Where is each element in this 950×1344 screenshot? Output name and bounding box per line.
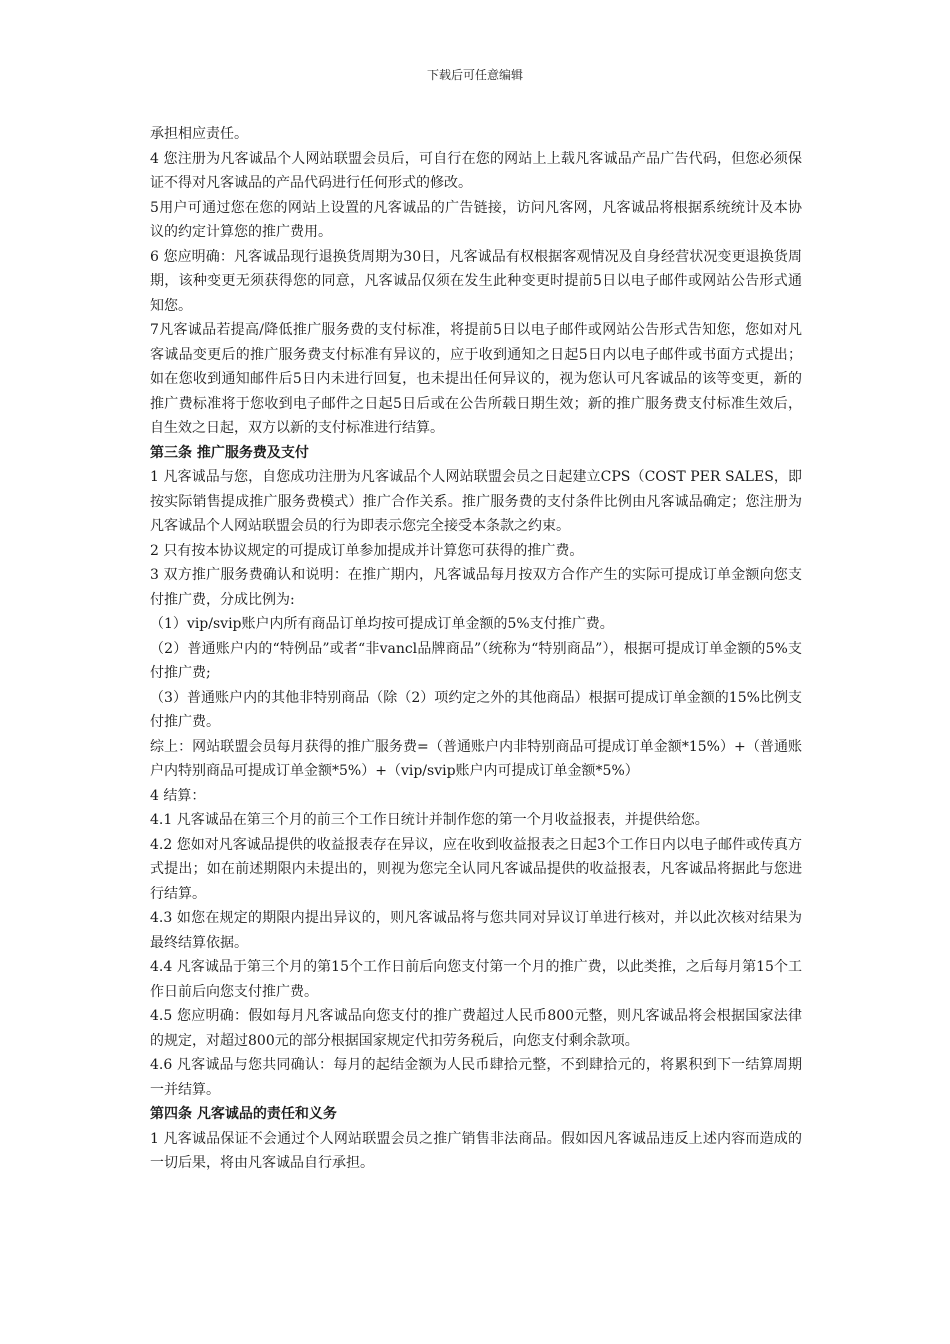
paragraph: 1 凡客诚品保证不会通过个人网站联盟会员之推广销售非法商品。假如因凡客诚品违反上述内容而造成的一切后果，将由凡客诚品自行承担。 — [150, 1130, 802, 1171]
paragraph: 2 只有按本协议规定的可提成订单参加提成并计算您可获得的推广费。 — [150, 542, 584, 559]
paragraph: 4.6 凡客诚品与您共同确认：每月的起结金额为人民币肆拾元整，不到肆拾元的，将累积到下一结算周期一并结算。 — [150, 1057, 802, 1098]
paragraph: 综上：网站联盟会员每月获得的推广服务费=（普通账户内非特别商品可提成订单金额*15%）+（普通账户内特别商品可提成订单金额*5%）+（vip/svip账户内可提成订单金额*5%） — [150, 738, 802, 779]
paragraph: 承担相应责任。 — [150, 126, 248, 142]
paragraph: 4.3 如您在规定的期限内提出异议的，则凡客诚品将与您共同对异议订单进行核对，并以此次核对结果为最终结算依据。 — [150, 910, 802, 951]
paragraph: 6 您应明确：凡客诚品现行退换货周期为30日，凡客诚品有权根据客观情况及自身经营状况变更退换货周期，该种变更无须获得您的同意，凡客诚品仅须在发生此种变更时提前5日以电子邮件或网站公告形式通知您。 — [150, 248, 802, 314]
paragraph: 4.4 凡客诚品于第三个月的第15个工作日前后向您支付第一个月的推广费，以此类推，之后每月第15个工作日前后向您支付推广费。 — [150, 959, 802, 1000]
paragraph: 7凡客诚品若提高/降低推广服务费的支付标准，将提前5日以电子邮件或网站公告形式告知您，您如对凡客诚品变更后的推广服务费支付标准有异议的，应于收到通知之日起5日内以电子邮件或书面方式提出；如在您收到通知邮件后5日内未进行回复，也未提出任何异议的，视为您认可凡客诚品的该等变更，新的推广费标准将于您收到电子邮件之日起5日后或在公告所载日期生效；新的推广服务费支付标准生效后，自生效之日起，双方以新的支付标准进行结算。 — [150, 322, 802, 436]
paragraph: 3 双方推广服务费确认和说明：在推广期内，凡客诚品每月按双方合作产生的实际可提成订单金额向您支付推广费，分成比例为: — [150, 567, 802, 608]
paragraph: 5用户可通过您在您的网站上设置的凡客诚品的广告链接，访问凡客网，凡客诚品将根据系统统计及本协议的约定计算您的推广费用。 — [150, 199, 802, 240]
paragraph: 4.1 凡客诚品在第三个月的前三个工作日统计并制作您的第一个月收益报表，并提供给您。 — [150, 812, 709, 828]
paragraph: 4.5 您应明确：假如每月凡客诚品向您支付的推广费超过人民币800元整，则凡客诚品将会根据国家法律的规定，对超过800元的部分根据国家规定代扣劳务税后，向您支付剩余款项。 — [150, 1008, 802, 1049]
section-heading: 第四条 凡客诚品的责任和义务 — [150, 1106, 337, 1122]
paragraph: 4.2 您如对凡客诚品提供的收益报表存在异议，应在收到收益报表之日起3个工作日内以电子邮件或传真方式提出；如在前述期限内未提出的，则视为您完全认同凡客诚品提供的收益报表，凡客诚品将据此与您进行结算。 — [150, 836, 802, 902]
section-heading: 第三条 推广服务费及支付 — [150, 444, 309, 461]
document-body — [150, 122, 802, 1176]
paragraph: 4 结算： — [150, 787, 206, 804]
page-header: 下载后可任意编辑 — [426, 68, 523, 82]
paragraph: 4 您注册为凡客诚品个人网站联盟会员后，可自行在您的网站上上载凡客诚品产品广告代码，但您必须保证不得对凡客诚品的产品代码进行任何形式的修改。 — [150, 150, 802, 191]
paragraph: 1 凡客诚品与您，自您成功注册为凡客诚品个人网站联盟会员之日起建立CPS（COST PER SALES，即按实际销售提成推广服务费模式）推广合作关系。推广服务费的支付条件比例由凡客诚品确定；您注册为凡客诚品个人网站联盟会员的行为即表示您完全接受本条款之约束。 — [150, 469, 802, 534]
paragraph: （3）普通账户内的其他非特别商品（除（2）项约定之外的其他商品）根据可提成订单金额的15%比例支付推广费。 — [150, 689, 802, 730]
paragraph: （1）vip/svip账户内所有商品订单均按可提成订单金额的5%支付推广费。 — [150, 616, 614, 632]
paragraph: （2）普通账户内的“特例品”或者“非vancl品牌商品”（统称为“特别商品”），根据可提成订单金额的5%支付推广费; — [150, 640, 802, 681]
